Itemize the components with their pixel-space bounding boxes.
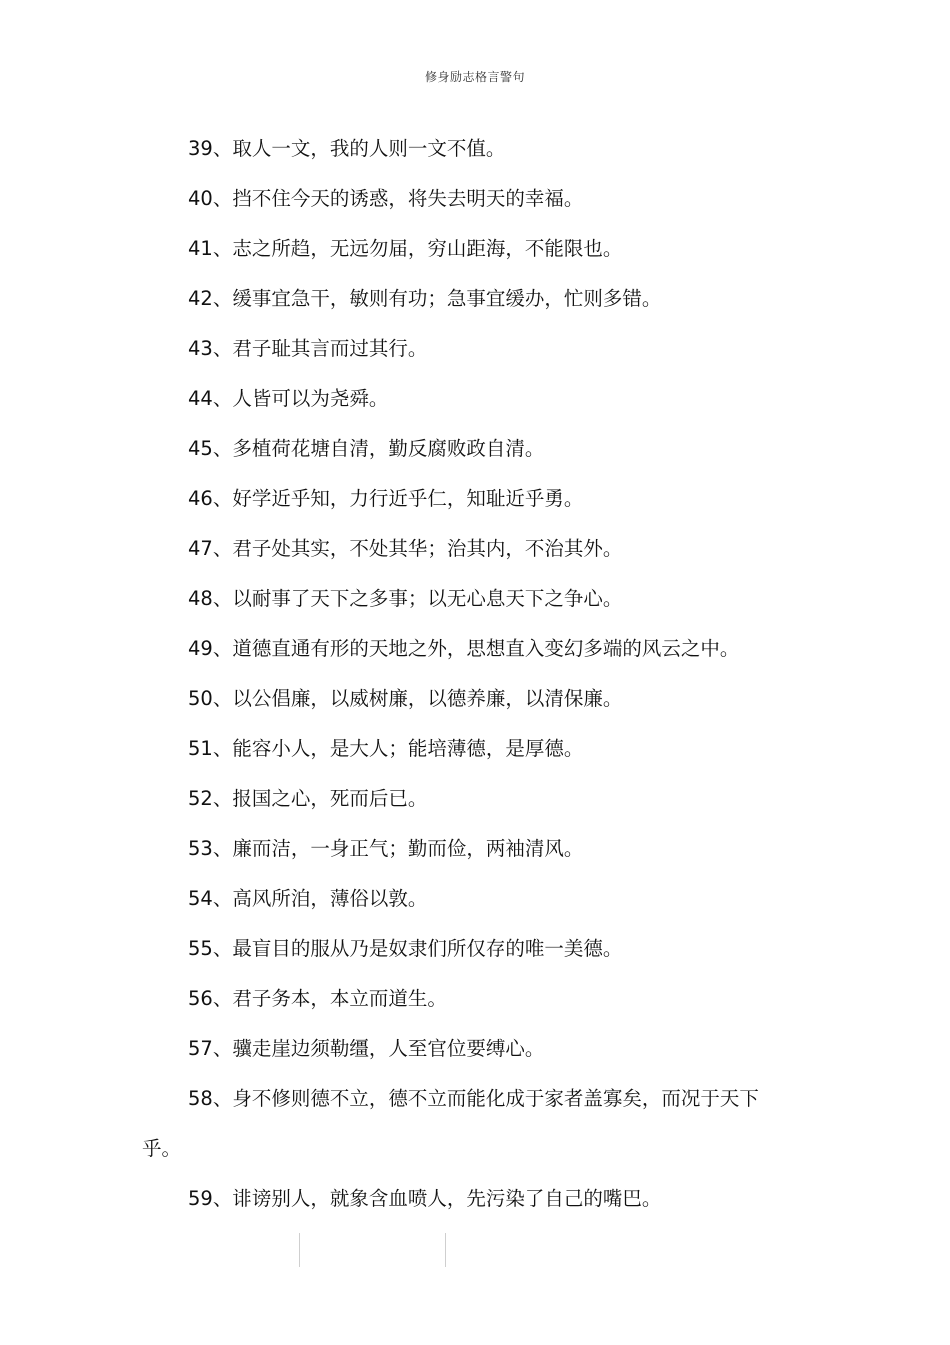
item-text: 骥走崖边须勒缰，人至官位要缚心。 <box>232 1037 545 1060</box>
item-number: 58、 <box>188 1087 233 1110</box>
item-text: 好学近乎知，力行近乎仁，知耻近乎勇。 <box>232 487 584 510</box>
list-item <box>142 974 782 1024</box>
item-text: 志之所趋，无远勿届，穷山距海，不能限也。 <box>232 237 623 260</box>
item-number: 45、 <box>188 437 233 460</box>
item-text: 诽谤别人，就象含血喷人，先污染了自己的嘴巴。 <box>232 1187 662 1210</box>
list-item <box>142 1074 782 1174</box>
item-text: 取人一文，我的人则一文不值。 <box>232 137 506 160</box>
list-item <box>142 824 782 874</box>
list-item <box>142 774 782 824</box>
footer-divider-line <box>299 1233 300 1267</box>
list-item <box>142 1024 782 1074</box>
item-text: 挡不住今天的诱惑，将失去明天的幸福。 <box>232 187 584 210</box>
footer-marks <box>0 1233 950 1267</box>
item-number: 41、 <box>188 237 233 260</box>
item-number: 51、 <box>188 737 233 760</box>
item-text: 人皆可以为尧舜。 <box>232 387 389 410</box>
list-item <box>142 1174 782 1224</box>
list-item <box>142 524 782 574</box>
item-text: 报国之心，死而后已。 <box>232 787 428 810</box>
item-text: 君子处其实，不处其华；治其内，不治其外。 <box>232 537 623 560</box>
list-item <box>142 274 782 324</box>
item-text: 身不修则德不立，德不立而能化成于家者盖寡矣，而况于天下乎。 <box>142 1087 759 1160</box>
item-text: 高风所洎，薄俗以敦。 <box>232 887 428 910</box>
quote-list <box>142 124 782 1224</box>
item-number: 50、 <box>188 687 233 710</box>
item-number: 52、 <box>188 787 233 810</box>
item-number: 44、 <box>188 387 233 410</box>
item-text: 君子务本，本立而道生。 <box>232 987 447 1010</box>
list-item <box>142 424 782 474</box>
list-item <box>142 874 782 924</box>
list-item <box>142 924 782 974</box>
list-item <box>142 224 782 274</box>
item-number: 39、 <box>188 137 233 160</box>
item-number: 43、 <box>188 337 233 360</box>
list-item <box>142 674 782 724</box>
list-item <box>142 324 782 374</box>
item-number: 40、 <box>188 187 233 210</box>
item-text: 以公倡廉，以威树廉，以德养廉，以清保廉。 <box>232 687 623 710</box>
item-number: 53、 <box>188 837 233 860</box>
list-item <box>142 124 782 174</box>
item-number: 48、 <box>188 587 233 610</box>
item-text: 以耐事了天下之多事；以无心息天下之争心。 <box>232 587 623 610</box>
item-number: 49、 <box>188 637 233 660</box>
item-number: 55、 <box>188 937 233 960</box>
list-item <box>142 474 782 524</box>
item-text: 能容小人，是大人；能培薄德，是厚德。 <box>232 737 584 760</box>
list-item <box>142 624 782 674</box>
item-text: 道德直通有形的天地之外，思想直入变幻多端的风云之中。 <box>232 637 740 660</box>
list-item <box>142 374 782 424</box>
list-item <box>142 174 782 224</box>
item-text: 君子耻其言而过其行。 <box>232 337 428 360</box>
list-item <box>142 574 782 624</box>
item-number: 46、 <box>188 487 233 510</box>
item-number: 57、 <box>188 1037 233 1060</box>
list-item <box>142 724 782 774</box>
item-text: 最盲目的服从乃是奴隶们所仅存的唯一美德。 <box>232 937 623 960</box>
item-number: 42、 <box>188 287 233 310</box>
item-text: 多植荷花塘自清，勤反腐败政自清。 <box>232 437 545 460</box>
footer-divider-line <box>445 1233 446 1267</box>
item-number: 59、 <box>188 1187 233 1210</box>
page-header-title: 修身励志格言警句 <box>424 70 525 84</box>
item-number: 56、 <box>188 987 233 1010</box>
item-number: 54、 <box>188 887 233 910</box>
item-text: 廉而洁，一身正气；勤而俭，两袖清风。 <box>232 837 584 860</box>
item-text: 缓事宜急干，敏则有功；急事宜缓办，忙则多错。 <box>232 287 662 310</box>
item-number: 47、 <box>188 537 233 560</box>
